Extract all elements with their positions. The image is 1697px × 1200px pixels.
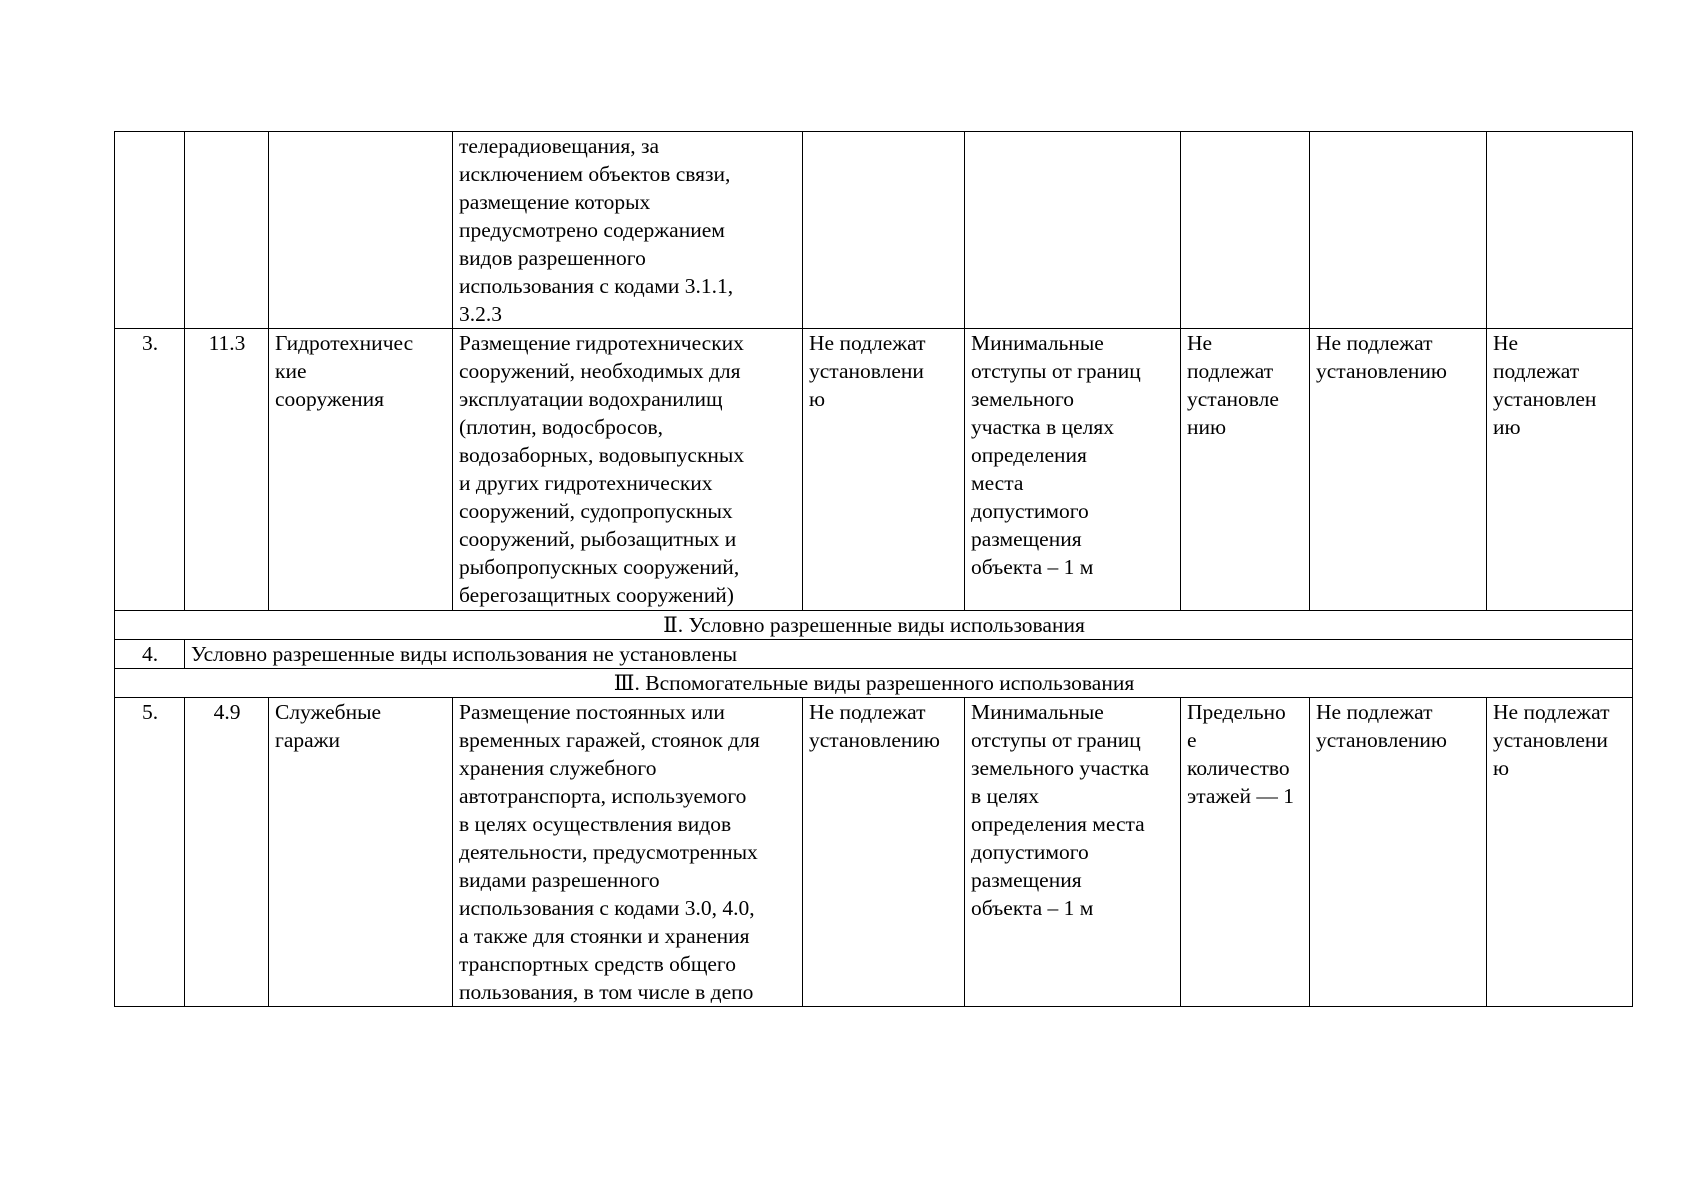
table-row-4: [115, 640, 1633, 669]
table-row-5: [115, 698, 1633, 1007]
cell-number: 3.: [115, 329, 185, 611]
cell-number: [115, 132, 185, 329]
cell-param-2: Минимальные отступы от границ земельного участка в целях определения места допустимого размещения объекта – 1 м: [965, 329, 1181, 611]
cell-param-2: [965, 132, 1181, 329]
cell-param-3: [1181, 132, 1310, 329]
table-row-continuation: [115, 132, 1633, 329]
cell-code: 4.9: [185, 698, 269, 1007]
cell-name: Служебные гаражи: [269, 698, 453, 1007]
section-title: Ⅲ. Вспомогательные виды разрешенного использования: [115, 669, 1633, 698]
section-header-row: [115, 611, 1633, 640]
cell-param-4: Не подлежат установлению: [1310, 329, 1487, 611]
cell-number: 5.: [115, 698, 185, 1007]
cell-param-4: Не подлежат установлению: [1310, 698, 1487, 1007]
cell-name: [269, 132, 453, 329]
cell-description: Размещение постоянных или временных гаражей, стоянок для хранения служебного автотранспорта, используемого в целях осуществления видов деятельности, предусмотренных видами разрешенного использования с кодами 3.0, 4.0, а также для стоянки и хранения транспортных средств общего пользования, в том числе в депо: [453, 698, 803, 1007]
cell-code: 11.3: [185, 329, 269, 611]
cell-param-1: Не подлежат установлению: [803, 698, 965, 1007]
cell-description: Размещение гидротехнических сооружений, необходимых для эксплуатации водохранилищ (плотин, водосбросов, водозаборных, водовыпускных и других гидротехнических сооружений, судопропускных сооружений, рыбозащитных и рыбопропускных сооружений, берегозащитных сооружений): [453, 329, 803, 611]
cell-param-2: Минимальные отступы от границ земельного участка в целях определения места допустимого размещения объекта – 1 м: [965, 698, 1181, 1007]
cell-description: телерадиовещания, за исключением объектов связи, размещение которых предусмотрено содержанием видов разрешенного использования с кодами 3.1.1, 3.2.3: [453, 132, 803, 329]
cell-param-1: Не подлежат установлени ю: [803, 329, 965, 611]
cell-number: 4.: [115, 640, 185, 669]
cell-param-3: Предельно е количество этажей — 1: [1181, 698, 1310, 1007]
cell-param-5: [1487, 132, 1633, 329]
cell-merged-text: Условно разрешенные виды использования не установлены: [185, 640, 1633, 669]
cell-name: Гидротехничес кие сооружения: [269, 329, 453, 611]
land-use-regulations-table: [114, 131, 1633, 1007]
section-header-row: [115, 669, 1633, 698]
cell-code: [185, 132, 269, 329]
cell-param-1: [803, 132, 965, 329]
cell-param-5: Не подлежат установлен ию: [1487, 329, 1633, 611]
cell-param-5: Не подлежат установлени ю: [1487, 698, 1633, 1007]
section-title: Ⅱ. Условно разрешенные виды использования: [115, 611, 1633, 640]
table-row-3: [115, 329, 1633, 611]
cell-param-3: Не подлежат установле нию: [1181, 329, 1310, 611]
cell-param-4: [1310, 132, 1487, 329]
